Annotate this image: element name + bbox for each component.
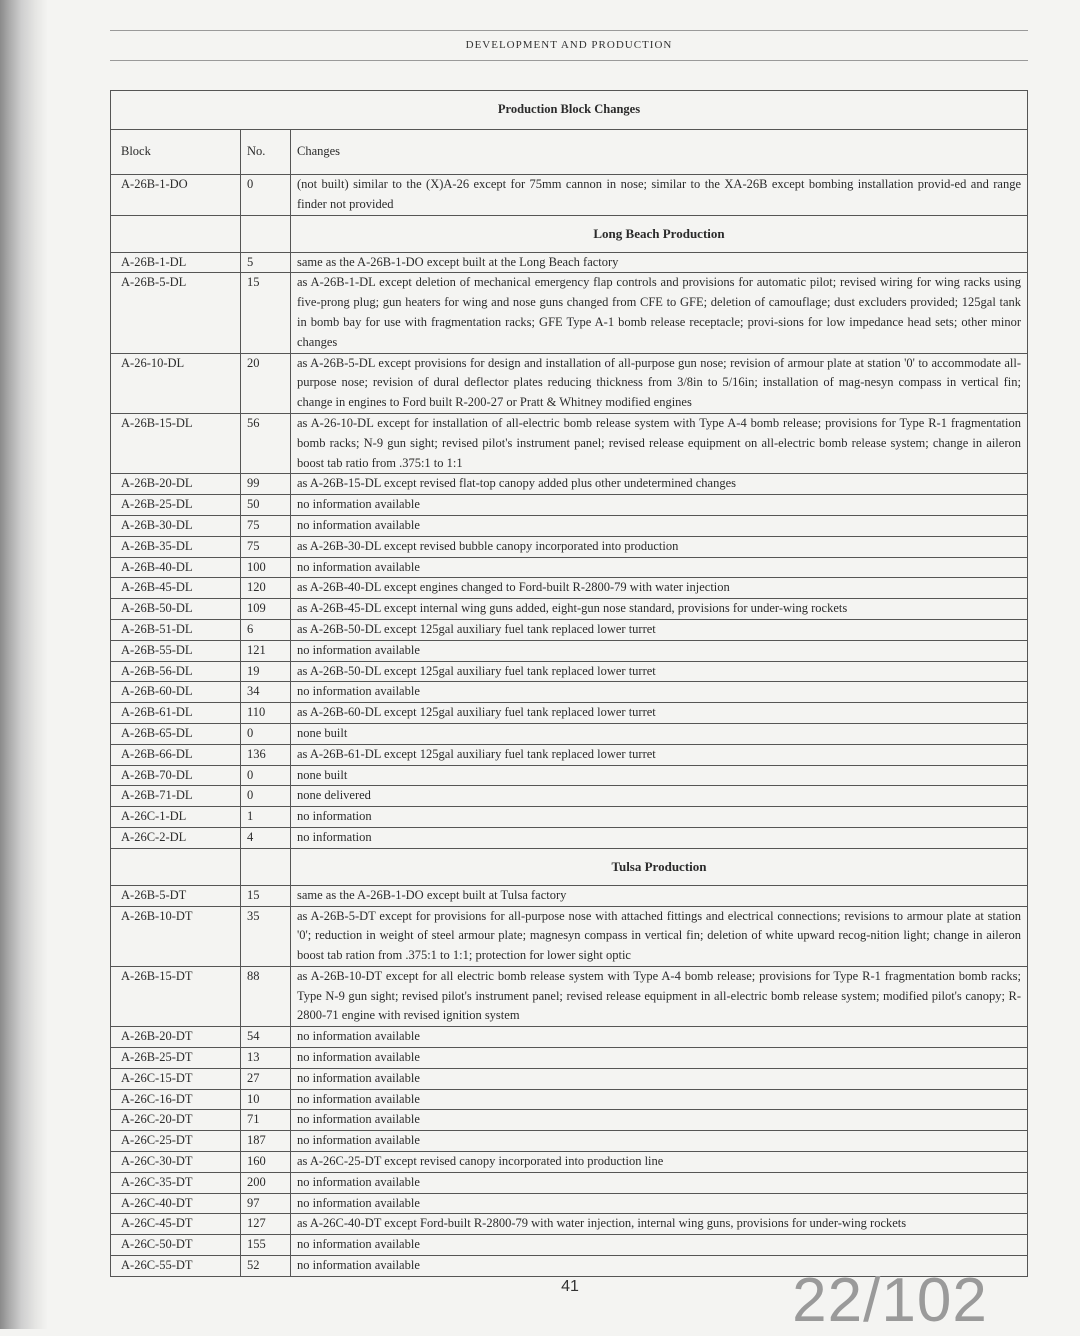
table-row (111, 1027, 1028, 1048)
cell-changes: as A-26B-10-DT except for all electric bomb release system with Type A-4 bomb release; provisions for Type R-1 fragmentation bomb racks; Type N-9 gun sight; revised pilot's instrument panel; revised release equipment in all-electric bomb release system; modified pilot's canopy; R-2800-71 engine with revised ignition system (291, 966, 1028, 1026)
table-row (111, 703, 1028, 724)
header-block: Block (111, 130, 241, 175)
cell-block: A-26B-71-DL (111, 786, 241, 807)
cell-block: A-26B-1-DO (111, 175, 241, 216)
table-row (111, 1152, 1028, 1173)
cell-block: A-26B-20-DT (111, 1027, 241, 1048)
table-row (111, 1235, 1028, 1256)
cell-changes: as A-26-10-DL except for installation of all-electric bomb release system with Type A-4 bomb release; provisions for Type R-1 fragmentation bomb racks; N-9 gun sight; revised pilot's instrument panel; revised release equipment on all-electric bomb release system; change in aileron boost tab ratio from .375:1 to 1:1 (291, 413, 1028, 473)
cell-no: 0 (241, 786, 291, 807)
cell-block: A-26B-40-DL (111, 557, 241, 578)
cell-changes: no information available (291, 1235, 1028, 1256)
cell-no: 110 (241, 703, 291, 724)
cell-no: 109 (241, 599, 291, 620)
table-row (111, 557, 1028, 578)
cell-changes: as A-26B-50-DL except 125gal auxiliary fuel tank replaced lower turret (291, 661, 1028, 682)
cell-block: A-26B-55-DL (111, 640, 241, 661)
table-row (111, 413, 1028, 473)
cell-changes: no information available (291, 682, 1028, 703)
cell-no: 0 (241, 723, 291, 744)
section-header-row (111, 848, 1028, 885)
section-empty-cell (241, 848, 291, 885)
table-row (111, 1110, 1028, 1131)
cell-block: A-26B-35-DL (111, 536, 241, 557)
cell-changes: as A-26B-61-DL except 125gal auxiliary fuel tank replaced lower turret (291, 744, 1028, 765)
cell-block: A-26B-1-DL (111, 252, 241, 273)
cell-block: A-26B-65-DL (111, 723, 241, 744)
cell-no: 160 (241, 1152, 291, 1173)
cell-changes: as A-26B-50-DL except 125gal auxiliary fuel tank replaced lower turret (291, 619, 1028, 640)
table-title: Production Block Changes (111, 91, 1028, 130)
cell-no: 0 (241, 175, 291, 216)
cell-no: 54 (241, 1027, 291, 1048)
cell-no: 100 (241, 557, 291, 578)
table-row (111, 786, 1028, 807)
table-row (111, 619, 1028, 640)
cell-block: A-26B-61-DL (111, 703, 241, 724)
cell-block: A-26C-15-DT (111, 1068, 241, 1089)
cell-changes: as A-26B-60-DL except 125gal auxiliary fuel tank replaced lower turret (291, 703, 1028, 724)
cell-block: A-26B-66-DL (111, 744, 241, 765)
section-title: Long Beach Production (291, 215, 1028, 252)
table-row (111, 640, 1028, 661)
table-row (111, 1214, 1028, 1235)
table-row (111, 536, 1028, 557)
cell-block: A-26C-45-DT (111, 1214, 241, 1235)
table-row (111, 252, 1028, 273)
cell-changes: same as the A-26B-1-DO except built at Tulsa factory (291, 885, 1028, 906)
cell-changes: none built (291, 723, 1028, 744)
cell-changes: as A-26C-25-DT except revised canopy incorporated into production line (291, 1152, 1028, 1173)
cell-no: 6 (241, 619, 291, 640)
cell-changes: no information available (291, 1027, 1028, 1048)
table-row (111, 495, 1028, 516)
cell-block: A-26B-25-DL (111, 495, 241, 516)
cell-changes: no information available (291, 1089, 1028, 1110)
page-counter: 22/102 (792, 1266, 988, 1335)
cell-no: 187 (241, 1131, 291, 1152)
cell-block: A-26C-30-DT (111, 1152, 241, 1173)
cell-no: 71 (241, 1110, 291, 1131)
cell-no: 34 (241, 682, 291, 703)
cell-changes: none built (291, 765, 1028, 786)
cell-changes: as A-26B-40-DL except engines changed to Ford-built R-2800-79 with water injection (291, 578, 1028, 599)
cell-no: 155 (241, 1235, 291, 1256)
section-empty-cell (111, 215, 241, 252)
table-row (111, 682, 1028, 703)
cell-block: A-26B-10-DT (111, 906, 241, 966)
cell-block: A-26C-35-DT (111, 1172, 241, 1193)
page-number: 41 (561, 1278, 579, 1295)
cell-changes: no information available (291, 515, 1028, 536)
table-row (111, 765, 1028, 786)
cell-no: 200 (241, 1172, 291, 1193)
cell-no: 5 (241, 252, 291, 273)
header-rule-top (110, 30, 1028, 31)
cell-no: 10 (241, 1089, 291, 1110)
cell-changes: no information (291, 807, 1028, 828)
cell-changes: as A-26B-15-DL except revised flat-top canopy added plus other undetermined changes (291, 474, 1028, 495)
cell-block: A-26B-5-DT (111, 885, 241, 906)
cell-no: 52 (241, 1256, 291, 1277)
cell-no: 120 (241, 578, 291, 599)
cell-block: A-26C-50-DT (111, 1235, 241, 1256)
section-title: Tulsa Production (291, 848, 1028, 885)
cell-block: A-26C-2-DL (111, 827, 241, 848)
table-row (111, 273, 1028, 353)
table-row (111, 1068, 1028, 1089)
cell-changes: no information available (291, 1131, 1028, 1152)
cell-no: 97 (241, 1193, 291, 1214)
cell-block: A-26B-15-DT (111, 966, 241, 1026)
cell-changes: no information available (291, 495, 1028, 516)
cell-no: 13 (241, 1048, 291, 1069)
section-empty-cell (241, 215, 291, 252)
cell-block: A-26B-30-DL (111, 515, 241, 536)
cell-no: 0 (241, 765, 291, 786)
cell-changes: no information available (291, 1068, 1028, 1089)
cell-no: 121 (241, 640, 291, 661)
cell-no: 56 (241, 413, 291, 473)
cell-block: A-26C-25-DT (111, 1131, 241, 1152)
cell-changes: as A-26B-5-DL except provisions for design and installation of all-purpose gun nose; revision of armour plate at station '0' to accommodate all-purpose nose; revision of dural deflector plates reducing thickness from 3/8in to 5/16in; installation of mag-nesyn compass in vertical fin; change in engines to Ford built R-200-27 or Pratt & Whitney modified engines (291, 353, 1028, 413)
cell-block: A-26C-1-DL (111, 807, 241, 828)
cell-block: A-26B-5-DL (111, 273, 241, 353)
cell-block: A-26B-15-DL (111, 413, 241, 473)
cell-no: 35 (241, 906, 291, 966)
table-row (111, 353, 1028, 413)
table-row (111, 1131, 1028, 1152)
table-row (111, 515, 1028, 536)
cell-changes: as A-26C-40-DT except Ford-built R-2800-79 with water injection, internal wing guns, provisions for under-wing rockets (291, 1214, 1028, 1235)
running-head: DEVELOPMENT AND PRODUCTION (465, 39, 673, 51)
table-row (111, 1172, 1028, 1193)
cell-no: 1 (241, 807, 291, 828)
cell-changes: as A-26B-1-DL except deletion of mechanical emergency flap controls and provisions for automatic pilot; revised wiring for wing racks using five-prong plug; gun heaters for wing and nose guns changed from CFE to GFE; deletion of camouflage; dust excluders provided; 125gal tank in bomb bay for use with fragmentation racks; GFE Type A-1 bomb release receptacle; provi-sions for low impedance head sets; other minor changes (291, 273, 1028, 353)
table-row (111, 723, 1028, 744)
cell-block: A-26B-20-DL (111, 474, 241, 495)
cell-changes: no information available (291, 1256, 1028, 1277)
cell-changes: as A-26B-30-DL except revised bubble canopy incorporated into production (291, 536, 1028, 557)
header-rule-bottom (110, 60, 1028, 61)
cell-block: A-26B-25-DT (111, 1048, 241, 1069)
cell-block: A-26C-20-DT (111, 1110, 241, 1131)
cell-changes: as A-26B-45-DL except internal wing guns added, eight-gun nose standard, provisions for under-wing rockets (291, 599, 1028, 620)
table-row (111, 1048, 1028, 1069)
table-row (111, 906, 1028, 966)
cell-no: 127 (241, 1214, 291, 1235)
table-row (111, 175, 1028, 216)
cell-block: A-26B-70-DL (111, 765, 241, 786)
cell-block: A-26B-56-DL (111, 661, 241, 682)
table-row (111, 807, 1028, 828)
cell-changes: no information available (291, 1193, 1028, 1214)
table-header-row (111, 130, 1028, 175)
cell-no: 20 (241, 353, 291, 413)
cell-no: 19 (241, 661, 291, 682)
table-row (111, 827, 1028, 848)
table-row (111, 885, 1028, 906)
cell-changes: no information available (291, 1110, 1028, 1131)
cell-changes: no information available (291, 1048, 1028, 1069)
table-row (111, 744, 1028, 765)
table-row (111, 599, 1028, 620)
cell-block: A-26-10-DL (111, 353, 241, 413)
cell-block: A-26B-51-DL (111, 619, 241, 640)
cell-no: 75 (241, 536, 291, 557)
header-changes: Changes (291, 130, 1028, 175)
cell-no: 27 (241, 1068, 291, 1089)
cell-no: 136 (241, 744, 291, 765)
cell-no: 75 (241, 515, 291, 536)
cell-changes: no information available (291, 1172, 1028, 1193)
table-row (111, 661, 1028, 682)
cell-no: 4 (241, 827, 291, 848)
table-row (111, 1089, 1028, 1110)
table-row (111, 474, 1028, 495)
cell-block: A-26C-55-DT (111, 1256, 241, 1277)
header-no: No. (241, 130, 291, 175)
section-empty-cell (111, 848, 241, 885)
cell-changes: no information available (291, 557, 1028, 578)
cell-changes: (not built) similar to the (X)A-26 except for 75mm cannon in nose; similar to the XA-26B except bombing installation provid-ed and range finder not provided (291, 175, 1028, 216)
table-title-row (111, 91, 1028, 130)
cell-block: A-26C-40-DT (111, 1193, 241, 1214)
cell-no: 99 (241, 474, 291, 495)
cell-changes: same as the A-26B-1-DO except built at the Long Beach factory (291, 252, 1028, 273)
cell-changes: no information (291, 827, 1028, 848)
cell-block: A-26B-60-DL (111, 682, 241, 703)
cell-block: A-26B-45-DL (111, 578, 241, 599)
cell-no: 15 (241, 273, 291, 353)
table-row (111, 578, 1028, 599)
cell-block: A-26C-16-DT (111, 1089, 241, 1110)
cell-no: 50 (241, 495, 291, 516)
cell-no: 15 (241, 885, 291, 906)
section-header-row (111, 215, 1028, 252)
cell-changes: as A-26B-5-DT except for provisions for all-purpose nose with attached fittings and electrical connections; revisions to armour plate at station '0'; reduction in weight of steel armour plate; magnesyn compass in vertical fin; deletion of white upward recog-nition light; change in aileron boost tab ration from .375:1 to 1:1; protection for lower sight optic (291, 906, 1028, 966)
table-row (111, 1193, 1028, 1214)
book-spine-shadow (0, 0, 48, 1329)
cell-block: A-26B-50-DL (111, 599, 241, 620)
cell-changes: none delivered (291, 786, 1028, 807)
production-block-table (110, 90, 1028, 1277)
cell-no: 88 (241, 966, 291, 1026)
table-row (111, 966, 1028, 1026)
cell-changes: no information available (291, 640, 1028, 661)
